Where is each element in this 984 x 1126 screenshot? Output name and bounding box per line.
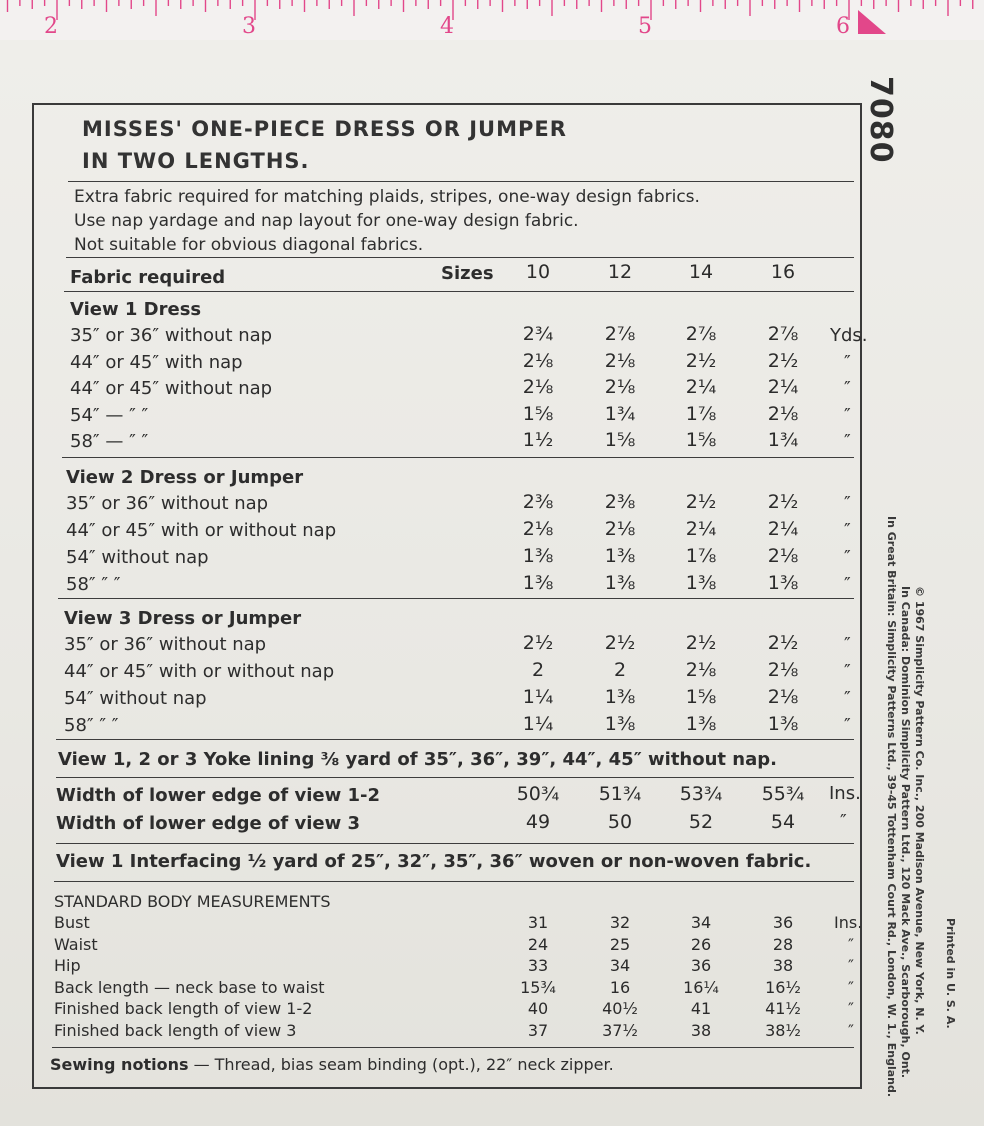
size-heading: 14 — [688, 261, 714, 283]
yardage-value: 2⅛ — [767, 545, 799, 567]
yardage-value: 2¼ — [767, 518, 799, 540]
fabric-note: Not suitable for obvious diagonal fabrics. — [74, 235, 424, 255]
unit: ″ — [844, 493, 851, 514]
measurement-label: Finished back length of view 3 — [54, 1020, 297, 1040]
divider — [58, 598, 854, 599]
measurement-value: 38 — [690, 1020, 712, 1040]
measurement-value: 26 — [690, 934, 712, 954]
yardage-value: 2¼ — [767, 376, 799, 398]
measurement-value: 16½ — [765, 977, 801, 997]
ruler-number: 4 — [440, 14, 454, 39]
yardage-value: 2⅛ — [767, 402, 799, 425]
fabric-required-label: Fabric required — [70, 267, 226, 288]
measurement-value: 25 — [609, 934, 631, 954]
unit: ″ — [844, 688, 851, 709]
width-value: 51¾ — [598, 783, 642, 805]
yardage-value: 2½ — [685, 632, 717, 654]
yardage-value: 2⅜ — [604, 491, 636, 513]
divider — [52, 1047, 854, 1048]
yardage-value: 2 — [531, 659, 545, 681]
ruler-number: 3 — [242, 14, 256, 39]
measuring-ruler — [0, 0, 984, 41]
size-heading: 16 — [770, 261, 796, 283]
yardage-value: 1¾ — [767, 429, 799, 451]
yardage-value: 2½ — [522, 632, 554, 654]
fabric-row-label: 58″ ″ ″ — [66, 574, 121, 595]
measurement-label: Bust — [54, 913, 90, 932]
divider — [56, 843, 854, 844]
fabric-note: Extra fabric required for matching plaids, stripes, one-way design fabrics. — [74, 187, 700, 207]
yardage-value: 2⅛ — [767, 659, 799, 681]
unit: ″ — [844, 404, 851, 426]
yardage-value: 1¼ — [522, 686, 554, 708]
width-label: Width of lower edge of view 3 — [56, 813, 361, 834]
measurement-value: 40½ — [602, 999, 638, 1018]
yardage-value: 2⅛ — [522, 349, 554, 372]
divider — [64, 291, 854, 292]
measurement-value: 16 — [609, 977, 631, 997]
fabric-row-label: 44″ or 45″ with nap — [70, 351, 243, 373]
yardage-value: 1⅝ — [685, 429, 717, 451]
yardage-value: 2½ — [604, 632, 636, 654]
fabric-row-label: 35″ or 36″ without nap — [64, 634, 267, 655]
printed-in: Printed in U. S. A. — [944, 918, 957, 1029]
yardage-value: 2⅛ — [685, 659, 717, 681]
divider — [56, 777, 854, 778]
yardage-value: 1⅝ — [522, 402, 554, 425]
yardage-value: 1⅜ — [685, 572, 717, 594]
ruler-arrow-icon — [852, 8, 892, 36]
pattern-title: MISSES' ONE-PIECE DRESS OR JUMPER — [82, 117, 567, 141]
fabric-chart-panel — [32, 103, 868, 1089]
ruler-number: 2 — [44, 14, 58, 39]
unit: ″ — [848, 956, 854, 975]
ruler-number: 6 — [836, 14, 850, 39]
width-value: 54 — [770, 811, 796, 833]
fabric-row-label: 58″ ″ ″ — [64, 715, 119, 736]
width-value: 55¾ — [761, 783, 805, 805]
copyright-line: In Canada: Dominion Simplicity Pattern Ltd., 120 Mack Ave., Scarborough, Ont. — [899, 586, 912, 1079]
fabric-row-label: 54″ without nap — [64, 688, 207, 709]
yardage-value: 2⅛ — [604, 518, 636, 540]
yardage-value: 1⅜ — [685, 713, 717, 735]
measurement-value: 40 — [527, 999, 549, 1018]
fabric-note: Use nap yardage and nap layout for one-way design fabric. — [74, 211, 579, 231]
yardage-value: 2½ — [767, 491, 799, 513]
measurement-value: 37 — [527, 1020, 549, 1040]
copyright-line: © 1967 Simplicity Pattern Co. Inc., 200 Madison Avenue, New York, N. Y. — [913, 586, 926, 1035]
view-heading: View 1 Dress — [70, 299, 202, 320]
unit: ″ — [844, 431, 851, 452]
yardage-value: 2⅞ — [604, 323, 636, 345]
measurement-label: Back length — neck base to waist — [54, 977, 325, 997]
yardage-value: 2⅛ — [767, 686, 799, 708]
yardage-value: 1½ — [522, 429, 554, 451]
measurement-value: 24 — [527, 934, 549, 954]
measurement-value: 41½ — [765, 999, 801, 1018]
measurement-label: Finished back length of view 1-2 — [54, 999, 313, 1018]
yardage-value: 2⅛ — [522, 518, 554, 540]
yardage-value: 2½ — [685, 349, 717, 372]
divider — [56, 739, 854, 740]
measurement-value: 38 — [772, 956, 794, 975]
pattern-title-line2: IN TWO LENGTHS. — [82, 149, 310, 173]
unit: Yds. — [830, 325, 868, 346]
sewing-notions-text: — Thread, bias seam binding (opt.), 22″ neck zipper. — [188, 1055, 614, 1074]
measurement-label: Waist — [54, 934, 98, 954]
size-heading: 12 — [607, 261, 633, 283]
size-heading: 10 — [525, 261, 551, 283]
copyright-line: In Great Britain: Simplicity Patterns Ltd., 39-45 Tottenham Court Rd., London, W. 1., England. — [885, 516, 898, 1098]
yardage-value: 2¼ — [685, 518, 717, 540]
width-label: Width of lower edge of view 1-2 — [56, 785, 381, 806]
fabric-row-label: 44″ or 45″ with or without nap — [66, 520, 337, 541]
width-value: 50¾ — [516, 783, 560, 805]
yardage-value: 1¾ — [604, 402, 636, 425]
fabric-row-label: 44″ or 45″ without nap — [70, 378, 273, 399]
divider — [68, 181, 854, 182]
yardage-value: 1¼ — [522, 713, 554, 735]
yardage-value: 2⅜ — [522, 491, 554, 513]
yardage-value: 2⅛ — [522, 376, 554, 398]
sizes-label: Sizes — [441, 263, 494, 284]
yardage-value: 1⅜ — [767, 572, 799, 594]
width-value: 50 — [607, 811, 633, 833]
yardage-value: 1⅜ — [522, 572, 554, 594]
measurement-value: 41 — [690, 999, 712, 1018]
fabric-row-label: 54″ — ″ ″ — [70, 404, 149, 426]
measurement-label: Hip — [54, 956, 81, 975]
measurement-value: 34 — [690, 913, 712, 932]
measurement-value: 28 — [772, 934, 794, 954]
divider — [54, 881, 854, 882]
sewing-notions — [50, 1055, 614, 1074]
measurement-value: 16¼ — [683, 977, 719, 997]
yardage-value: 2⅞ — [767, 323, 799, 345]
unit: ″ — [844, 520, 851, 541]
measurement-value: 36 — [690, 956, 712, 975]
yardage-value: 1⅜ — [604, 545, 636, 567]
yardage-value: 1⅝ — [685, 686, 717, 708]
unit: ″ — [840, 811, 847, 832]
yardage-value: 1⅞ — [685, 402, 717, 425]
measurement-value: 34 — [609, 956, 631, 975]
unit: ″ — [844, 715, 851, 736]
yardage-value: 1⅞ — [685, 545, 717, 567]
divider — [66, 257, 854, 258]
pattern-number: 7080 — [863, 76, 898, 164]
measurement-value: 32 — [609, 913, 631, 932]
measurements-heading: STANDARD BODY MEASUREMENTS — [54, 892, 331, 911]
yardage-value: 2½ — [767, 349, 799, 372]
measurement-value: 31 — [527, 913, 549, 932]
unit: Ins. — [829, 783, 861, 804]
fabric-row-label: 58″ — ″ ″ — [70, 431, 149, 452]
fabric-row-label: 54″ without nap — [66, 547, 209, 568]
measurement-value: 37½ — [602, 1020, 638, 1040]
pattern-envelope — [0, 40, 984, 1126]
unit: ″ — [844, 351, 851, 373]
measurement-value: 33 — [527, 956, 549, 975]
fabric-row-label: 35″ or 36″ without nap — [70, 325, 273, 346]
ruler-number: 5 — [638, 14, 652, 39]
view-heading: View 3 Dress or Jumper — [64, 608, 302, 629]
yardage-value: 2¼ — [685, 376, 717, 398]
width-value: 49 — [525, 811, 551, 833]
unit: ″ — [844, 547, 851, 568]
yardage-value: 1⅜ — [604, 572, 636, 594]
yardage-value: 1⅜ — [604, 713, 636, 735]
unit: ″ — [844, 634, 851, 655]
fabric-row-label: 35″ or 36″ without nap — [66, 493, 269, 514]
yardage-value: 2½ — [685, 491, 717, 513]
sewing-notions-label: Sewing notions — [50, 1055, 189, 1074]
yardage-value: 2⅞ — [685, 323, 717, 345]
unit: ″ — [844, 574, 851, 595]
width-value: 53¾ — [679, 783, 723, 805]
yardage-value: 1⅜ — [522, 545, 554, 567]
unit: ″ — [848, 999, 854, 1018]
measurement-value: 38½ — [765, 1020, 801, 1040]
yardage-value: 1⅝ — [604, 429, 636, 451]
yardage-value: 2 — [613, 659, 627, 681]
unit: ″ — [844, 378, 851, 399]
unit: Ins. — [834, 913, 863, 932]
width-value: 52 — [688, 811, 714, 833]
yardage-value: 2⅛ — [604, 349, 636, 372]
measurement-value: 36 — [772, 913, 794, 932]
yardage-value: 1⅜ — [604, 686, 636, 708]
unit: ″ — [848, 1020, 854, 1040]
yardage-value: 1⅜ — [767, 713, 799, 735]
view-heading: View 2 Dress or Jumper — [66, 467, 304, 488]
yoke-lining: View 1, 2 or 3 Yoke lining ⅜ yard of 35″, 36″, 39″, 44″, 45″ without nap. — [58, 749, 777, 770]
unit: ″ — [848, 977, 854, 997]
fabric-row-label: 44″ or 45″ with or without nap — [64, 661, 335, 682]
yardage-value: 2⅛ — [604, 376, 636, 398]
interfacing: View 1 Interfacing ½ yard of 25″, 32″, 35″, 36″ woven or non-woven fabric. — [56, 851, 812, 872]
measurement-value: 15¾ — [520, 977, 556, 997]
yardage-value: 2½ — [767, 632, 799, 654]
unit: ″ — [848, 934, 854, 954]
divider — [62, 457, 854, 458]
unit: ″ — [844, 661, 851, 682]
yardage-value: 2¾ — [522, 323, 554, 345]
